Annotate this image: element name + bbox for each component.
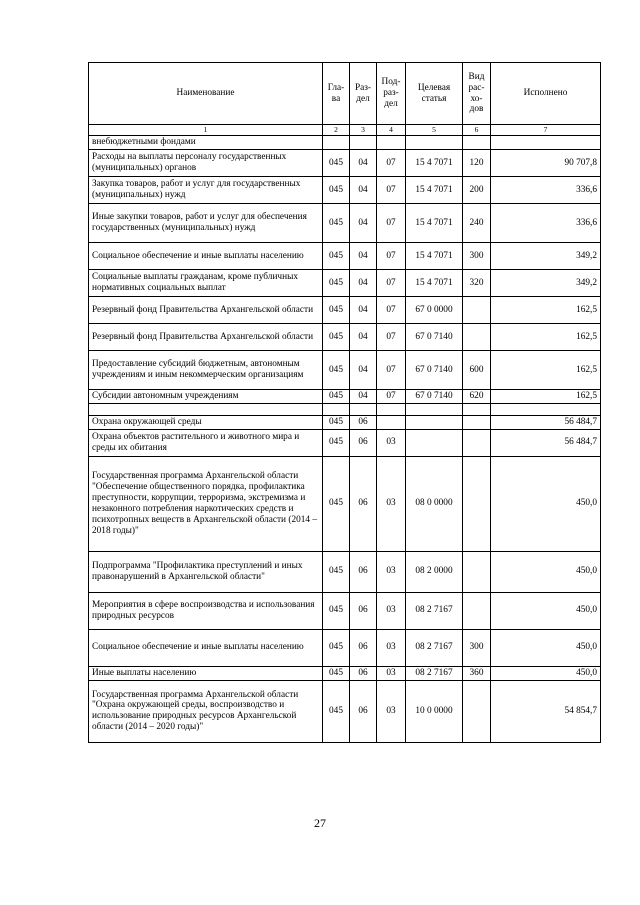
row-glava: 045 — [323, 150, 350, 177]
table-body — [89, 136, 601, 743]
row-expense-type: 300 — [463, 629, 491, 666]
table-row — [89, 150, 601, 177]
header-podrazdel: Под-раз-дел — [377, 63, 406, 125]
row-podrazdel — [377, 403, 406, 415]
row-razdel: 06 — [350, 456, 377, 551]
row-glava: 045 — [323, 297, 350, 324]
row-expense-type: 240 — [463, 204, 491, 243]
row-name: Резервный фонд Правительства Архангельской области — [89, 324, 323, 351]
row-razdel: 04 — [350, 177, 377, 204]
header-glava: Гла-ва — [323, 63, 350, 125]
row-podrazdel: 07 — [377, 177, 406, 204]
budget-table — [88, 62, 601, 743]
header-executed: Исполнено — [491, 63, 601, 125]
row-glava: 045 — [323, 324, 350, 351]
row-expense-type — [463, 429, 491, 456]
row-glava: 045 — [323, 351, 350, 390]
row-podrazdel: 07 — [377, 243, 406, 270]
row-glava: 045 — [323, 629, 350, 666]
header-razdel: Раз-дел — [350, 63, 377, 125]
row-name — [89, 403, 323, 415]
row-executed-amount — [491, 403, 601, 415]
header-vid: Вид рас-хо-дов — [463, 63, 491, 125]
row-razdel: 04 — [350, 204, 377, 243]
row-executed-amount: 54 854,7 — [491, 680, 601, 742]
row-name: Охрана объектов растительного и животного мира и среды их обитания — [89, 429, 323, 456]
row-target-article — [406, 136, 463, 150]
row-target-article: 08 2 7167 — [406, 629, 463, 666]
row-expense-type — [463, 297, 491, 324]
table-row — [89, 270, 601, 297]
table-row — [89, 456, 601, 551]
row-expense-type: 300 — [463, 243, 491, 270]
row-name: Подпрограмма "Профилактика преступлений и иных правонарушений в Архангельской области" — [89, 551, 323, 592]
row-podrazdel: 03 — [377, 456, 406, 551]
row-executed-amount: 162,5 — [491, 297, 601, 324]
column-number: 3 — [350, 125, 377, 136]
row-glava: 045 — [323, 429, 350, 456]
table-row — [89, 297, 601, 324]
row-executed-amount: 450,0 — [491, 456, 601, 551]
row-name: Иные закупки товаров, работ и услуг для обеспечения государственных (муниципальных) нужд — [89, 204, 323, 243]
header-name: Наименование — [89, 63, 323, 125]
table-row — [89, 136, 601, 150]
row-executed-amount: 450,0 — [491, 629, 601, 666]
row-expense-type — [463, 415, 491, 429]
row-glava: 045 — [323, 415, 350, 429]
row-glava: 045 — [323, 177, 350, 204]
row-razdel: 04 — [350, 243, 377, 270]
row-razdel: 06 — [350, 415, 377, 429]
row-executed-amount: 450,0 — [491, 551, 601, 592]
row-expense-type — [463, 456, 491, 551]
row-target-article: 15 4 7071 — [406, 270, 463, 297]
row-name: Мероприятия в сфере воспроизводства и использования природных ресурсов — [89, 592, 323, 629]
column-number-row — [89, 125, 601, 136]
row-expense-type — [463, 136, 491, 150]
row-target-article: 08 2 0000 — [406, 551, 463, 592]
row-executed-amount: 90 707,8 — [491, 150, 601, 177]
row-expense-type — [463, 680, 491, 742]
row-target-article — [406, 415, 463, 429]
row-glava: 045 — [323, 666, 350, 680]
row-executed-amount: 162,5 — [491, 351, 601, 390]
row-podrazdel: 07 — [377, 390, 406, 404]
row-expense-type: 200 — [463, 177, 491, 204]
row-name: Социальное обеспечение и иные выплаты населению — [89, 629, 323, 666]
table-row — [89, 204, 601, 243]
row-glava: 045 — [323, 204, 350, 243]
row-executed-amount: 56 484,7 — [491, 415, 601, 429]
row-executed-amount: 336,6 — [491, 177, 601, 204]
row-podrazdel — [377, 136, 406, 150]
row-podrazdel: 03 — [377, 666, 406, 680]
row-glava: 045 — [323, 456, 350, 551]
row-target-article — [406, 403, 463, 415]
row-expense-type — [463, 592, 491, 629]
table-row — [89, 551, 601, 592]
row-name: Иные выплаты населению — [89, 666, 323, 680]
row-podrazdel: 03 — [377, 680, 406, 742]
row-razdel — [350, 136, 377, 150]
row-glava: 045 — [323, 680, 350, 742]
page-number: 27 — [314, 816, 326, 830]
row-expense-type: 120 — [463, 150, 491, 177]
row-glava: 045 — [323, 592, 350, 629]
table-row — [89, 680, 601, 742]
row-podrazdel: 07 — [377, 150, 406, 177]
row-podrazdel: 03 — [377, 629, 406, 666]
row-expense-type — [463, 551, 491, 592]
row-executed-amount: 450,0 — [491, 592, 601, 629]
row-razdel: 04 — [350, 297, 377, 324]
row-target-article: 67 0 0000 — [406, 297, 463, 324]
row-target-article: 67 0 7140 — [406, 351, 463, 390]
row-name: Резервный фонд Правительства Архангельской области — [89, 297, 323, 324]
row-target-article: 15 4 7071 — [406, 177, 463, 204]
row-razdel — [350, 403, 377, 415]
row-glava: 045 — [323, 390, 350, 404]
row-razdel: 06 — [350, 666, 377, 680]
row-glava: 045 — [323, 243, 350, 270]
row-expense-type: 320 — [463, 270, 491, 297]
row-name: Охрана окружающей среды — [89, 415, 323, 429]
row-target-article: 15 4 7071 — [406, 243, 463, 270]
table-row — [89, 390, 601, 404]
row-podrazdel: 07 — [377, 297, 406, 324]
row-razdel: 04 — [350, 324, 377, 351]
row-executed-amount: 349,2 — [491, 270, 601, 297]
row-razdel: 06 — [350, 551, 377, 592]
row-razdel: 04 — [350, 150, 377, 177]
row-podrazdel: 07 — [377, 204, 406, 243]
row-podrazdel: 07 — [377, 270, 406, 297]
row-target-article: 67 0 7140 — [406, 390, 463, 404]
row-target-article — [406, 429, 463, 456]
row-razdel: 06 — [350, 629, 377, 666]
header-target: Целевая статья — [406, 63, 463, 125]
row-executed-amount — [491, 136, 601, 150]
row-target-article: 08 0 0000 — [406, 456, 463, 551]
row-expense-type: 360 — [463, 666, 491, 680]
row-glava: 045 — [323, 270, 350, 297]
row-name: Расходы на выплаты персоналу государственных (муниципальных) органов — [89, 150, 323, 177]
row-podrazdel: 03 — [377, 429, 406, 456]
row-podrazdel — [377, 415, 406, 429]
row-executed-amount: 56 484,7 — [491, 429, 601, 456]
row-razdel: 06 — [350, 429, 377, 456]
row-target-article: 10 0 0000 — [406, 680, 463, 742]
table-row — [89, 177, 601, 204]
row-target-article: 15 4 7071 — [406, 204, 463, 243]
row-expense-type: 620 — [463, 390, 491, 404]
table-row — [89, 403, 601, 415]
column-number: 1 — [89, 125, 323, 136]
row-expense-type — [463, 403, 491, 415]
column-number: 2 — [323, 125, 350, 136]
row-podrazdel: 03 — [377, 592, 406, 629]
table-row — [89, 429, 601, 456]
row-expense-type: 600 — [463, 351, 491, 390]
table-row — [89, 592, 601, 629]
column-number: 4 — [377, 125, 406, 136]
table-row — [89, 629, 601, 666]
row-target-article: 08 2 7167 — [406, 592, 463, 629]
column-number: 6 — [463, 125, 491, 136]
table-row — [89, 666, 601, 680]
row-executed-amount: 336,6 — [491, 204, 601, 243]
row-razdel: 06 — [350, 592, 377, 629]
row-executed-amount: 349,2 — [491, 243, 601, 270]
row-name: Предоставление субсидий бюджетным, автономным учреждениям и иным некоммерческим организациям — [89, 351, 323, 390]
row-target-article: 15 4 7071 — [406, 150, 463, 177]
table-row — [89, 415, 601, 429]
row-name: Субсидии автономным учреждениям — [89, 390, 323, 404]
row-executed-amount: 162,5 — [491, 324, 601, 351]
row-executed-amount: 162,5 — [491, 390, 601, 404]
row-glava: 045 — [323, 551, 350, 592]
row-name: Социальные выплаты гражданам, кроме публичных нормативных социальных выплат — [89, 270, 323, 297]
row-name: Социальное обеспечение и иные выплаты населению — [89, 243, 323, 270]
row-name: Государственная программа Архангельской области "Обеспечение общественного порядка, профилактика преступности, коррупции, терроризма, экстремизма и незаконного потребления наркотических средств и психотропных веществ в Архангельской области (2014 – 2018 годы)" — [89, 456, 323, 551]
table-header-row — [89, 63, 601, 125]
row-razdel: 06 — [350, 680, 377, 742]
table-row — [89, 351, 601, 390]
row-name: Государственная программа Архангельской области "Охрана окружающей среды, воспроизводство и использование природных ресурсов Архангельской области (2014 – 2020 годы)" — [89, 680, 323, 742]
row-razdel: 04 — [350, 390, 377, 404]
row-target-article: 08 2 7167 — [406, 666, 463, 680]
row-executed-amount: 450,0 — [491, 666, 601, 680]
row-target-article: 67 0 7140 — [406, 324, 463, 351]
table-row — [89, 243, 601, 270]
row-glava — [323, 403, 350, 415]
row-podrazdel: 07 — [377, 351, 406, 390]
column-number: 7 — [491, 125, 601, 136]
row-podrazdel: 03 — [377, 551, 406, 592]
row-razdel: 04 — [350, 351, 377, 390]
row-expense-type — [463, 324, 491, 351]
row-name: внебюджетными фондами — [89, 136, 323, 150]
table-row — [89, 324, 601, 351]
row-glava — [323, 136, 350, 150]
row-name: Закупка товаров, работ и услуг для государственных (муниципальных) нужд — [89, 177, 323, 204]
row-podrazdel: 07 — [377, 324, 406, 351]
column-number: 5 — [406, 125, 463, 136]
row-razdel: 04 — [350, 270, 377, 297]
